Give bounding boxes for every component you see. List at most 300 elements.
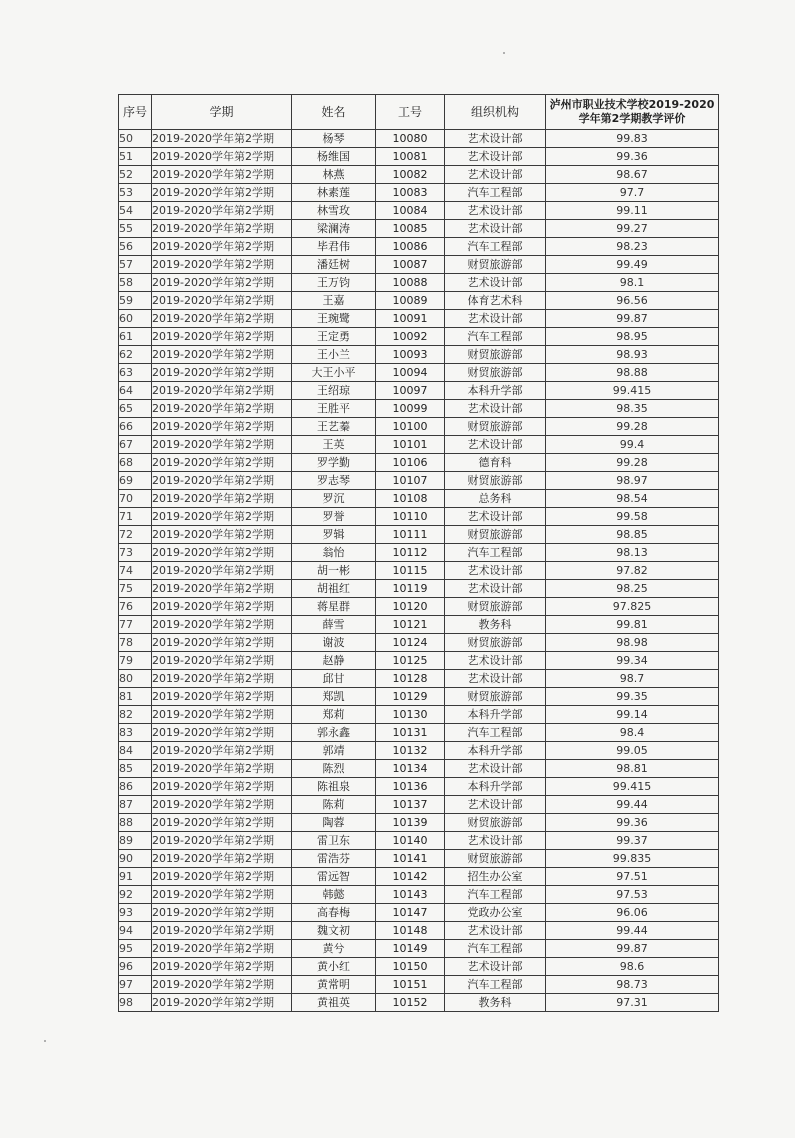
cell-id: 10139 [376,814,445,832]
cell-id: 10148 [376,922,445,940]
cell-org: 财贸旅游部 [445,472,546,490]
cell-no: 83 [119,724,152,742]
table-row [119,220,719,238]
cell-no: 86 [119,778,152,796]
cell-no: 60 [119,310,152,328]
cell-score: 98.67 [546,166,719,184]
cell-name: 黄兮 [292,940,376,958]
cell-term: 2019-2020学年第2学期 [152,562,292,580]
cell-term: 2019-2020学年第2学期 [152,490,292,508]
cell-term: 2019-2020学年第2学期 [152,634,292,652]
cell-score: 99.415 [546,778,719,796]
cell-score: 99.83 [546,130,719,148]
cell-org: 汽车工程部 [445,976,546,994]
table-row [119,418,719,436]
table-row [119,742,719,760]
cell-org: 艺术设计部 [445,958,546,976]
cell-no: 75 [119,580,152,598]
cell-term: 2019-2020学年第2学期 [152,508,292,526]
table-row [119,472,719,490]
cell-score: 98.54 [546,490,719,508]
cell-id: 10143 [376,886,445,904]
table-row [119,562,719,580]
cell-term: 2019-2020学年第2学期 [152,922,292,940]
table-row [119,886,719,904]
cell-score: 98.1 [546,274,719,292]
cell-org: 教务科 [445,994,546,1012]
table-row [119,526,719,544]
table-row [119,274,719,292]
table-row [119,778,719,796]
cell-score: 99.14 [546,706,719,724]
cell-org: 财贸旅游部 [445,598,546,616]
cell-score: 97.7 [546,184,719,202]
cell-org: 艺术设计部 [445,652,546,670]
cell-name: 林雪玫 [292,202,376,220]
cell-term: 2019-2020学年第2学期 [152,778,292,796]
cell-org: 财贸旅游部 [445,814,546,832]
cell-term: 2019-2020学年第2学期 [152,850,292,868]
table-row [119,490,719,508]
cell-score: 99.27 [546,220,719,238]
cell-no: 71 [119,508,152,526]
cell-score: 98.88 [546,364,719,382]
table-row [119,688,719,706]
cell-no: 76 [119,598,152,616]
cell-org: 财贸旅游部 [445,634,546,652]
header-org: 组织机构 [445,95,546,130]
table-row [119,166,719,184]
cell-score: 98.23 [546,238,719,256]
header-term: 学期 [152,95,292,130]
table-row [119,724,719,742]
cell-no: 85 [119,760,152,778]
cell-score: 98.7 [546,670,719,688]
cell-no: 79 [119,652,152,670]
cell-score: 99.44 [546,922,719,940]
cell-name: 郑莉 [292,706,376,724]
cell-term: 2019-2020学年第2学期 [152,364,292,382]
cell-id: 10120 [376,598,445,616]
cell-name: 胡一彬 [292,562,376,580]
cell-org: 艺术设计部 [445,436,546,454]
cell-score: 99.34 [546,652,719,670]
cell-no: 88 [119,814,152,832]
table-row [119,706,719,724]
cell-no: 50 [119,130,152,148]
cell-term: 2019-2020学年第2学期 [152,202,292,220]
cell-no: 98 [119,994,152,1012]
cell-id: 10147 [376,904,445,922]
cell-score: 98.81 [546,760,719,778]
cell-id: 10086 [376,238,445,256]
cell-no: 77 [119,616,152,634]
cell-id: 10107 [376,472,445,490]
cell-id: 10131 [376,724,445,742]
cell-org: 艺术设计部 [445,400,546,418]
cell-no: 67 [119,436,152,454]
cell-org: 本科升学部 [445,382,546,400]
cell-no: 90 [119,850,152,868]
cell-id: 10140 [376,832,445,850]
table-row [119,346,719,364]
cell-id: 10097 [376,382,445,400]
cell-no: 91 [119,868,152,886]
cell-id: 10129 [376,688,445,706]
cell-id: 10087 [376,256,445,274]
cell-name: 郭靖 [292,742,376,760]
cell-id: 10080 [376,130,445,148]
header-name: 姓名 [292,95,376,130]
cell-term: 2019-2020学年第2学期 [152,454,292,472]
table-row [119,814,719,832]
cell-score: 99.415 [546,382,719,400]
cell-org: 汽车工程部 [445,238,546,256]
cell-name: 罗辑 [292,526,376,544]
cell-no: 96 [119,958,152,976]
cell-id: 10150 [376,958,445,976]
cell-name: 杨琴 [292,130,376,148]
cell-term: 2019-2020学年第2学期 [152,382,292,400]
table-row [119,202,719,220]
cell-id: 10152 [376,994,445,1012]
cell-name: 罗学勤 [292,454,376,472]
table-header [119,95,719,130]
cell-org: 艺术设计部 [445,202,546,220]
cell-id: 10083 [376,184,445,202]
cell-term: 2019-2020学年第2学期 [152,184,292,202]
cell-name: 郑凯 [292,688,376,706]
cell-no: 97 [119,976,152,994]
cell-org: 艺术设计部 [445,148,546,166]
table-row [119,796,719,814]
cell-score: 97.53 [546,886,719,904]
table-row [119,328,719,346]
cell-no: 59 [119,292,152,310]
cell-id: 10142 [376,868,445,886]
cell-no: 78 [119,634,152,652]
cell-score: 98.25 [546,580,719,598]
table-row [119,976,719,994]
cell-term: 2019-2020学年第2学期 [152,166,292,184]
table-row [119,922,719,940]
cell-term: 2019-2020学年第2学期 [152,832,292,850]
cell-term: 2019-2020学年第2学期 [152,724,292,742]
cell-name: 郭永鑫 [292,724,376,742]
cell-id: 10106 [376,454,445,472]
cell-org: 本科升学部 [445,742,546,760]
table-row [119,904,719,922]
table-row [119,454,719,472]
cell-no: 65 [119,400,152,418]
cell-no: 82 [119,706,152,724]
cell-id: 10151 [376,976,445,994]
cell-org: 汽车工程部 [445,328,546,346]
cell-id: 10121 [376,616,445,634]
table-row [119,598,719,616]
cell-score: 99.28 [546,418,719,436]
cell-name: 蒋星群 [292,598,376,616]
cell-score: 99.05 [546,742,719,760]
cell-id: 10136 [376,778,445,796]
cell-term: 2019-2020学年第2学期 [152,904,292,922]
cell-id: 10099 [376,400,445,418]
cell-org: 汽车工程部 [445,940,546,958]
cell-name: 林燕 [292,166,376,184]
cell-no: 89 [119,832,152,850]
table-row [119,652,719,670]
table-row [119,436,719,454]
cell-org: 总务科 [445,490,546,508]
cell-score: 98.6 [546,958,719,976]
cell-org: 汽车工程部 [445,544,546,562]
header-no: 序号 [119,95,152,130]
cell-org: 本科升学部 [445,778,546,796]
cell-org: 艺术设计部 [445,220,546,238]
cell-no: 58 [119,274,152,292]
cell-no: 61 [119,328,152,346]
cell-no: 74 [119,562,152,580]
cell-term: 2019-2020学年第2学期 [152,544,292,562]
cell-no: 72 [119,526,152,544]
table-row [119,508,719,526]
cell-score: 96.06 [546,904,719,922]
cell-name: 王胜平 [292,400,376,418]
cell-score: 98.85 [546,526,719,544]
cell-score: 97.82 [546,562,719,580]
cell-score: 98.73 [546,976,719,994]
cell-score: 99.835 [546,850,719,868]
cell-name: 雷远智 [292,868,376,886]
cell-name: 陈莉 [292,796,376,814]
table-row [119,400,719,418]
cell-score: 99.28 [546,454,719,472]
cell-name: 王艺蓁 [292,418,376,436]
cell-no: 69 [119,472,152,490]
cell-term: 2019-2020学年第2学期 [152,274,292,292]
table-row [119,382,719,400]
cell-no: 53 [119,184,152,202]
cell-id: 10112 [376,544,445,562]
cell-org: 汽车工程部 [445,184,546,202]
cell-org: 招生办公室 [445,868,546,886]
cell-score: 98.98 [546,634,719,652]
cell-term: 2019-2020学年第2学期 [152,688,292,706]
cell-no: 68 [119,454,152,472]
cell-org: 党政办公室 [445,904,546,922]
table-row [119,634,719,652]
cell-id: 10094 [376,364,445,382]
table-row [119,184,719,202]
cell-name: 谢波 [292,634,376,652]
cell-term: 2019-2020学年第2学期 [152,400,292,418]
cell-org: 汽车工程部 [445,886,546,904]
cell-id: 10124 [376,634,445,652]
cell-term: 2019-2020学年第2学期 [152,130,292,148]
cell-id: 10081 [376,148,445,166]
cell-score: 97.825 [546,598,719,616]
cell-org: 艺术设计部 [445,670,546,688]
cell-term: 2019-2020学年第2学期 [152,148,292,166]
cell-name: 王嘉 [292,292,376,310]
cell-id: 10092 [376,328,445,346]
cell-term: 2019-2020学年第2学期 [152,310,292,328]
cell-id: 10125 [376,652,445,670]
cell-term: 2019-2020学年第2学期 [152,652,292,670]
cell-id: 10084 [376,202,445,220]
cell-score: 99.44 [546,796,719,814]
cell-score: 99.11 [546,202,719,220]
cell-id: 10115 [376,562,445,580]
cell-no: 95 [119,940,152,958]
cell-score: 99.58 [546,508,719,526]
cell-org: 艺术设计部 [445,796,546,814]
cell-score: 99.37 [546,832,719,850]
cell-name: 毕君伟 [292,238,376,256]
evaluation-table [118,94,719,1012]
cell-no: 62 [119,346,152,364]
cell-term: 2019-2020学年第2学期 [152,796,292,814]
cell-id: 10119 [376,580,445,598]
cell-org: 财贸旅游部 [445,688,546,706]
cell-score: 98.4 [546,724,719,742]
cell-score: 99.49 [546,256,719,274]
cell-name: 王定勇 [292,328,376,346]
cell-no: 80 [119,670,152,688]
cell-term: 2019-2020学年第2学期 [152,472,292,490]
cell-name: 黄祖英 [292,994,376,1012]
cell-term: 2019-2020学年第2学期 [152,994,292,1012]
cell-org: 德育科 [445,454,546,472]
cell-org: 本科升学部 [445,706,546,724]
cell-name: 王英 [292,436,376,454]
cell-org: 艺术设计部 [445,274,546,292]
cell-term: 2019-2020学年第2学期 [152,238,292,256]
cell-id: 10108 [376,490,445,508]
cell-term: 2019-2020学年第2学期 [152,580,292,598]
cell-name: 黄小红 [292,958,376,976]
cell-org: 艺术设计部 [445,922,546,940]
table-row [119,148,719,166]
table-row [119,868,719,886]
cell-id: 10134 [376,760,445,778]
cell-org: 财贸旅游部 [445,256,546,274]
cell-id: 10100 [376,418,445,436]
cell-score: 97.51 [546,868,719,886]
cell-term: 2019-2020学年第2学期 [152,868,292,886]
cell-name: 高春梅 [292,904,376,922]
cell-org: 财贸旅游部 [445,364,546,382]
cell-score: 99.87 [546,310,719,328]
cell-id: 10137 [376,796,445,814]
table-row [119,616,719,634]
cell-name: 王万钧 [292,274,376,292]
cell-id: 10093 [376,346,445,364]
cell-no: 55 [119,220,152,238]
cell-no: 54 [119,202,152,220]
cell-id: 10132 [376,742,445,760]
cell-no: 73 [119,544,152,562]
cell-name: 罗沉 [292,490,376,508]
cell-id: 10089 [376,292,445,310]
cell-term: 2019-2020学年第2学期 [152,436,292,454]
cell-no: 64 [119,382,152,400]
header-id: 工号 [376,95,445,130]
cell-id: 10085 [376,220,445,238]
cell-name: 梁澜涛 [292,220,376,238]
cell-term: 2019-2020学年第2学期 [152,292,292,310]
cell-name: 薛雪 [292,616,376,634]
cell-score: 98.13 [546,544,719,562]
table-row [119,850,719,868]
cell-no: 87 [119,796,152,814]
cell-no: 93 [119,904,152,922]
cell-term: 2019-2020学年第2学期 [152,616,292,634]
header-row [119,95,719,130]
table-row [119,994,719,1012]
cell-term: 2019-2020学年第2学期 [152,976,292,994]
cell-org: 艺术设计部 [445,580,546,598]
cell-score: 98.35 [546,400,719,418]
cell-id: 10111 [376,526,445,544]
cell-score: 98.93 [546,346,719,364]
cell-no: 52 [119,166,152,184]
cell-id: 10101 [376,436,445,454]
cell-name: 罗誉 [292,508,376,526]
cell-org: 财贸旅游部 [445,418,546,436]
table-row [119,256,719,274]
table-row [119,292,719,310]
cell-id: 10141 [376,850,445,868]
cell-name: 大王小平 [292,364,376,382]
cell-org: 汽车工程部 [445,724,546,742]
header-score: 泸州市职业技术学校2019-2020学年第2学期教学评价 [546,95,719,130]
cell-term: 2019-2020学年第2学期 [152,760,292,778]
cell-name: 黄常明 [292,976,376,994]
table-row [119,364,719,382]
cell-org: 艺术设计部 [445,166,546,184]
cell-name: 王小兰 [292,346,376,364]
table-body [119,130,719,1012]
cell-term: 2019-2020学年第2学期 [152,328,292,346]
cell-score: 99.36 [546,148,719,166]
cell-id: 10088 [376,274,445,292]
cell-score: 99.87 [546,940,719,958]
cell-term: 2019-2020学年第2学期 [152,742,292,760]
cell-org: 艺术设计部 [445,508,546,526]
cell-org: 艺术设计部 [445,310,546,328]
cell-id: 10130 [376,706,445,724]
cell-term: 2019-2020学年第2学期 [152,670,292,688]
cell-id: 10110 [376,508,445,526]
cell-org: 教务科 [445,616,546,634]
cell-no: 51 [119,148,152,166]
cell-no: 94 [119,922,152,940]
cell-name: 陈祖泉 [292,778,376,796]
table-row [119,544,719,562]
table-row [119,958,719,976]
cell-org: 财贸旅游部 [445,850,546,868]
cell-term: 2019-2020学年第2学期 [152,940,292,958]
table-row [119,310,719,328]
cell-name: 杨维国 [292,148,376,166]
cell-term: 2019-2020学年第2学期 [152,346,292,364]
cell-id: 10091 [376,310,445,328]
cell-term: 2019-2020学年第2学期 [152,706,292,724]
cell-name: 赵静 [292,652,376,670]
cell-term: 2019-2020学年第2学期 [152,814,292,832]
cell-org: 财贸旅游部 [445,526,546,544]
